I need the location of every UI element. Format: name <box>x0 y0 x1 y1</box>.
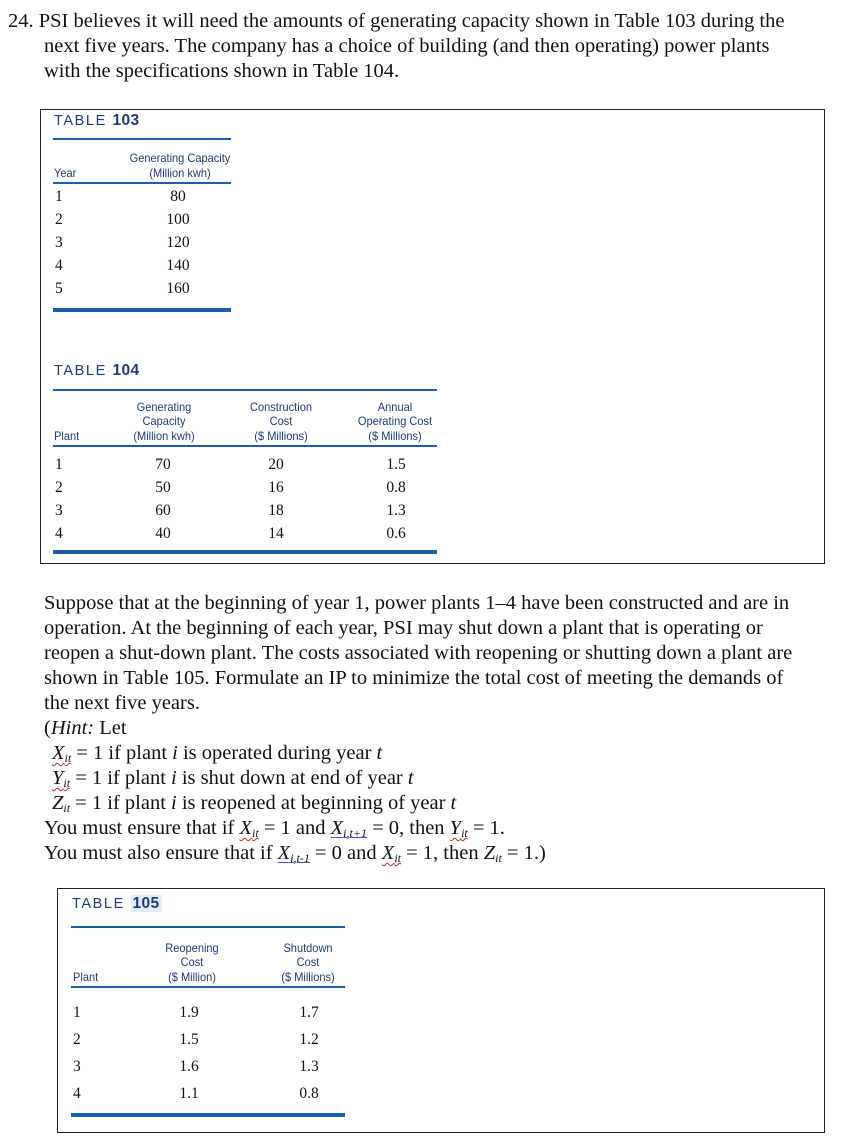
var-letter: X <box>381 842 395 864</box>
table-cell: 3 <box>55 234 63 251</box>
table-number: 105 <box>132 895 160 912</box>
intro-line-3: with the specifications shown in Table 104. <box>44 60 400 82</box>
header-line: Cost <box>269 414 293 428</box>
table-cell: 1.3 <box>386 502 406 519</box>
var-letter: Z <box>483 842 496 864</box>
table-cell: 140 <box>166 257 190 274</box>
header-line: Cost <box>296 955 320 969</box>
table-cell: 4 <box>55 257 63 274</box>
var-subscript: i,t-1 <box>290 851 310 865</box>
table-cell: 18 <box>268 502 284 519</box>
table-cell: 1.1 <box>179 1085 199 1102</box>
constraint-text: = 1, then <box>401 842 484 864</box>
table-cell: 100 <box>166 211 190 228</box>
problem-body <box>44 591 828 866</box>
intro-line-2: next five years. The company has a choice of building (and then operating) power plants <box>44 35 770 57</box>
header-line: Construction <box>250 399 312 414</box>
var-letter: Z <box>52 792 64 814</box>
constraint-text: = 1 and <box>258 817 331 839</box>
table-103-bottom-rule <box>53 308 231 312</box>
header-year: Year <box>54 165 77 180</box>
var-subscript: i,t+1 <box>343 826 367 840</box>
table-cell: 160 <box>166 280 190 297</box>
var-subscript: it <box>64 751 72 765</box>
constraint-text: = 1. <box>467 817 505 839</box>
table-105-bottom-rule <box>71 1113 345 1117</box>
table-105-header <box>71 926 345 988</box>
table-cell: 1.6 <box>179 1058 199 1075</box>
var-letter: X <box>239 817 253 839</box>
table-cell: 0.8 <box>299 1085 319 1102</box>
z-variable <box>484 842 502 864</box>
header-shutdown-cost <box>268 941 347 985</box>
x-prev-variable <box>278 842 310 864</box>
y-definition <box>44 766 828 791</box>
table-cell: 2 <box>55 479 63 496</box>
x-definition <box>44 741 828 766</box>
def-text: = 1 if plant <box>71 742 173 764</box>
var-letter: X <box>330 817 344 839</box>
table-cell: 3 <box>73 1058 81 1075</box>
var-subscript: it <box>63 776 71 790</box>
table-cell: 1 <box>73 1004 81 1021</box>
var-subscript: it <box>252 826 259 840</box>
x-variable <box>52 742 71 764</box>
def-text: is reopened at beginning of year <box>176 792 451 814</box>
tables-103-104-frame <box>40 109 825 564</box>
table-cell: 1.9 <box>179 1004 199 1021</box>
table-cell: 3 <box>55 502 63 519</box>
hint-paren: ( <box>44 717 51 739</box>
table-104-bottom-rule <box>53 550 437 554</box>
index-i: i <box>172 742 178 764</box>
y-variable <box>450 817 468 839</box>
table-cell: 50 <box>155 479 171 496</box>
header-line: Shutdown <box>283 940 333 955</box>
header-line: Cost <box>180 955 204 969</box>
def-text: = 1 if plant <box>70 792 172 814</box>
problem-intro <box>8 9 832 84</box>
hint-let: Let <box>94 717 127 739</box>
table-105-frame <box>57 888 825 1133</box>
table-103-caption <box>54 112 140 130</box>
table-cell: 1 <box>55 188 63 205</box>
header-generating-capacity <box>120 151 240 180</box>
header-line: Generating Capacity <box>129 151 231 165</box>
index-t: t <box>450 792 457 814</box>
table-cell: 2 <box>55 211 63 228</box>
header-line: ($ Millions) <box>281 969 335 984</box>
intro-line-1: 24. PSI believes it will need the amounts of generating capacity shown in Table 103 during the <box>8 10 785 32</box>
index-t: t <box>407 767 414 789</box>
var-letter: X <box>52 742 65 764</box>
table-cell: 1 <box>55 456 63 473</box>
table-number: 103 <box>112 112 140 129</box>
table-cell: 1.5 <box>179 1031 199 1048</box>
constraint-text: = 0 and <box>309 842 382 864</box>
table-103-header <box>53 138 231 184</box>
header-plant: Plant <box>73 969 99 984</box>
index-t: t <box>376 742 383 764</box>
header-generating-capacity <box>123 400 206 444</box>
table-104-header <box>53 389 437 447</box>
var-letter: Y <box>449 817 462 839</box>
def-text: is operated during year <box>177 742 377 764</box>
table-cell: 0.6 <box>386 525 406 542</box>
body-line-5: the next five years. <box>44 692 200 714</box>
table-cell: 14 <box>268 525 284 542</box>
header-reopening-cost <box>152 941 233 985</box>
body-line-2: operation. At the beginning of each year, PSI may shut down a plant that is operating or <box>44 617 763 639</box>
table-label: TABLE <box>54 113 107 129</box>
header-construction-cost <box>240 400 323 444</box>
x-next-variable <box>331 817 367 839</box>
body-line-3: reopen a shut-down plant. The costs associated with reopening or shutting down a plant are <box>44 642 793 664</box>
table-104-caption <box>54 362 140 380</box>
table-cell: 1.7 <box>299 1004 319 1021</box>
header-line: (Million kwh) <box>133 428 195 443</box>
header-line: Annual <box>377 399 413 414</box>
body-line-4: shown in Table 105. Formulate an IP to minimize the total cost of meeting the demands of <box>44 667 784 689</box>
header-annual-operating-cost <box>355 400 436 444</box>
constraint-2 <box>44 841 828 866</box>
header-line: Generating <box>136 399 192 414</box>
table-number: 104 <box>112 362 140 379</box>
var-subscript: it <box>394 851 401 865</box>
var-subscript: it <box>461 826 468 840</box>
var-subscript: it <box>495 851 502 865</box>
table-cell: 5 <box>55 280 63 297</box>
def-text: = 1 if plant <box>70 767 172 789</box>
x-variable <box>382 842 401 864</box>
table-cell: 1.2 <box>299 1031 319 1048</box>
index-i: i <box>171 767 177 789</box>
table-cell: 80 <box>170 188 186 205</box>
z-variable <box>52 792 70 814</box>
header-line: (Million kwh) <box>149 165 211 180</box>
table-cell: 120 <box>166 234 190 251</box>
table-cell: 1.3 <box>299 1058 319 1075</box>
header-line: Operating Cost <box>357 414 433 428</box>
table-cell: 0.8 <box>386 479 406 496</box>
constraint-text: = 1.) <box>501 842 546 864</box>
table-cell: 4 <box>55 525 63 542</box>
table-cell: 70 <box>155 456 171 473</box>
table-cell: 20 <box>268 456 284 473</box>
var-letter: X <box>277 842 291 864</box>
def-text: is shut down at end of year <box>176 767 408 789</box>
header-plant: Plant <box>54 428 80 443</box>
index-i: i <box>171 792 177 814</box>
hint-word: Hint: <box>50 717 95 739</box>
z-definition <box>44 791 828 816</box>
y-variable <box>52 767 70 789</box>
header-line: Reopening <box>165 940 219 955</box>
header-line: ($ Million) <box>168 969 216 984</box>
header-line: ($ Millions) <box>368 428 422 443</box>
header-line: ($ Millions) <box>254 428 308 443</box>
table-label: TABLE <box>72 896 125 912</box>
table-cell: 1.5 <box>386 456 406 473</box>
table-cell: 2 <box>73 1031 81 1048</box>
table-cell: 16 <box>268 479 284 496</box>
table-105-caption <box>72 895 162 913</box>
table-cell: 40 <box>155 525 171 542</box>
constraint-1 <box>44 816 828 841</box>
table-cell: 60 <box>155 502 171 519</box>
table-cell: 4 <box>73 1085 81 1102</box>
var-subscript: it <box>63 801 71 815</box>
header-line: Capacity <box>142 414 186 428</box>
hint-line <box>44 716 828 741</box>
x-variable <box>240 817 259 839</box>
table-label: TABLE <box>54 363 107 379</box>
constraint-text: You must also ensure that if <box>44 842 278 864</box>
var-letter: Y <box>52 767 64 789</box>
constraint-text: You must ensure that if <box>44 817 240 839</box>
constraint-text: = 0, then <box>366 817 450 839</box>
body-line-1: Suppose that at the beginning of year 1, power plants 1–4 have been constructed and are in <box>44 592 790 614</box>
